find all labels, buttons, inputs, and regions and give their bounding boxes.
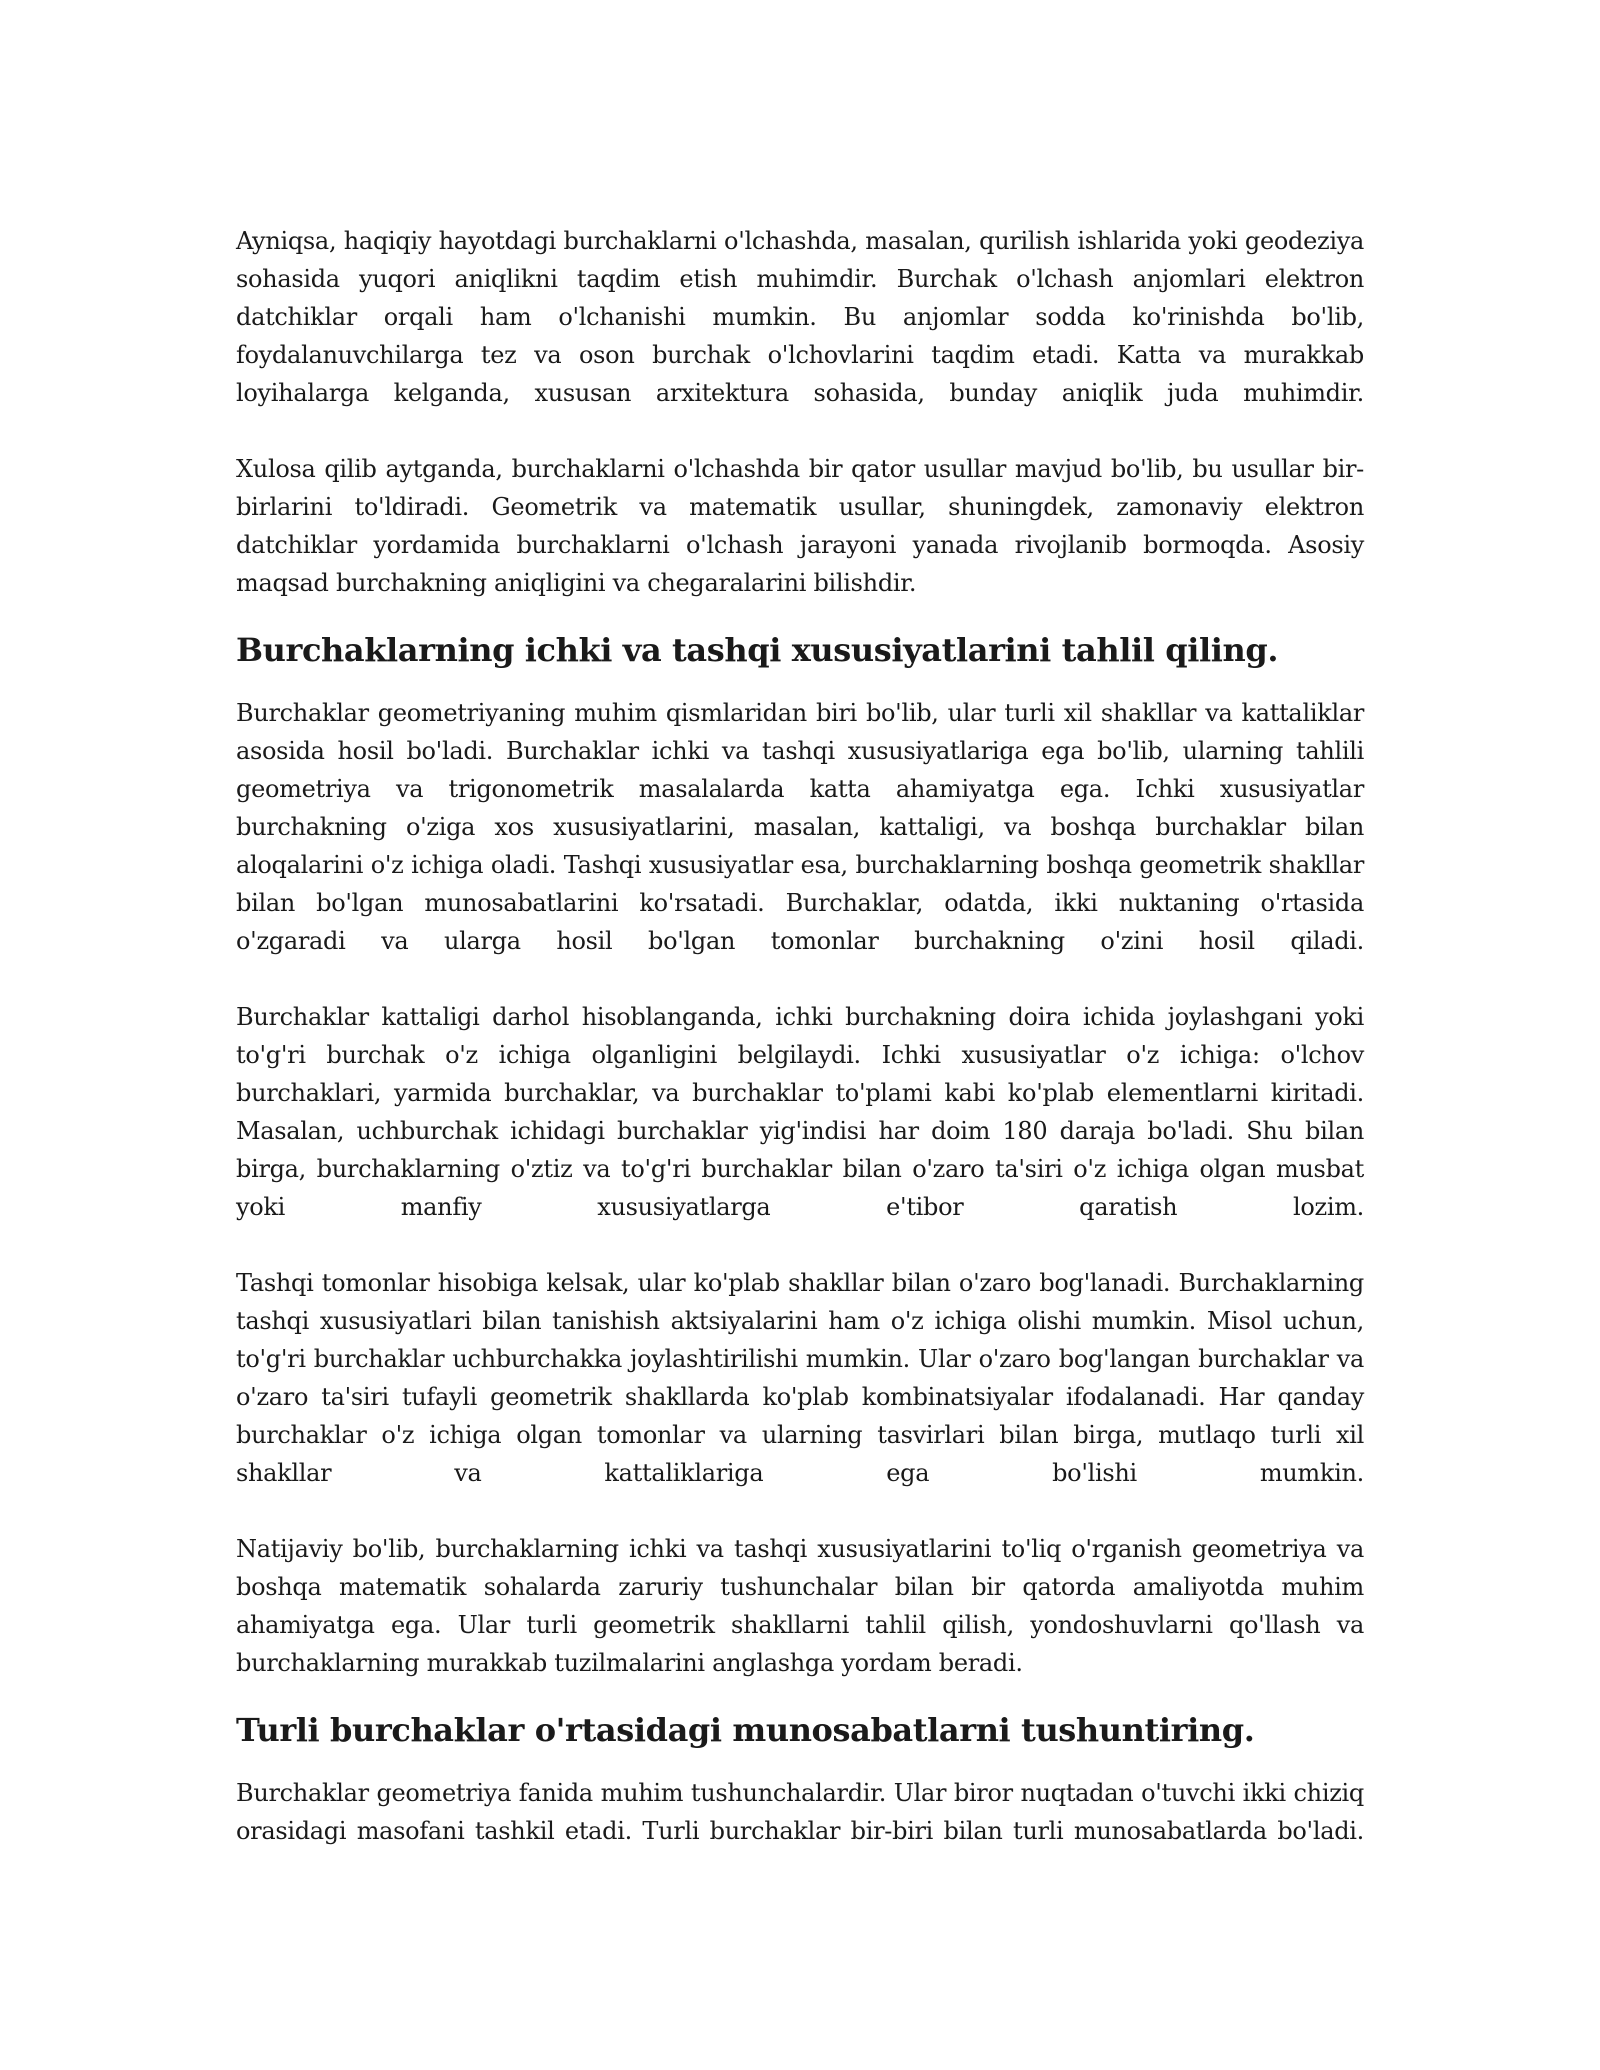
paragraph-angle-properties-intro: Burchaklar geometriyaning muhim qismlaridan biri bo'lib, ular turli xil shakllar va kattaliklar asosida hosil bo'ladi. Burchaklar ichki va tashqi xususiyatlariga ega bo'lib, ularning tahlili geometriya va trigonometrik masalalarda katta ahamiyatga ega. Ichki xususiyatlar burchakning o'ziga xos xususiyatlarini, masalan, kattaligi, va boshqa burchaklar bilan aloqalarini o'z ichiga oladi. Tashqi xususiyatlar esa, burchaklarning boshqa geometrik shakllar bilan bo'lgan munosabatlarini ko'rsatadi. Burchaklar, odatda, ikki nuktaning o'rtasida o'zgaradi va ularga hosil bo'lgan tomonlar burchakning o'zini hosil qiladi. (236, 699, 1364, 955)
paragraph-external-properties: Tashqi tomonlar hisobiga kelsak, ular ko'plab shakllar bilan o'zaro bog'lanadi. Burchaklarning tashqi xususiyatlari bilan tanishish aktsiyalarini ham o'z ichiga olishi mumkin. Misol uchun, to'g'ri burchaklar uchburchakka joylashtirilishi mumkin. Ular o'zaro bog'langan burchaklar va o'zaro ta'siri tufayli geometrik shakllarda ko'plab kombinatsiyalar ifodalanadi. Har qanday burchaklar o'z ichiga olgan tomonlar va ularning tasvirlari bilan birga, mutlaqo turli xil shakllar va kattaliklariga ega bo'lishi mumkin. (236, 1269, 1364, 1487)
paragraph-internal-properties: Burchaklar kattaligi darhol hisoblanganda, ichki burchakning doira ichida joylashgani yoki to'g'ri burchak o'z ichiga olganligini belgilaydi. Ichki xususiyatlar o'z ichiga: o'lchov burchaklari, yarmida burchaklar, va burchaklar to'plami kabi ko'plab elementlarni kiritadi. Masalan, uchburchak ichidagi burchaklar yig'indisi har doim 180 daraja bo'ladi. Shu bilan birga, burchaklarning o'ztiz va to'g'ri burchaklar bilan o'zaro ta'siri o'z ichiga olgan musbat yoki manfiy xususiyatlarga e'tibor qaratish lozim. (236, 1003, 1364, 1221)
paragraph-conclusion: Xulosa qilib aytganda, burchaklarni o'lchashda bir qator usullar mavjud bo'lib, bu usullar bir-birlarini to'ldiradi. Geometrik va matematik usullar, shuningdek, zamonaviy elektron datchiklar yordamida burchaklarni o'lchash jarayoni yanada rivojlanib bormoqda. Asosiy maqsad burchakning aniqligini va chegaralarini bilishdir. (236, 455, 1364, 597)
paragraph-angle-relationships-intro: Burchaklar geometriya fanida muhim tushunchalardir. Ular biror nuqtadan o'tuvchi ikki chiziq orasidagi masofani tashkil etadi. Turli burchaklar bir-biri bilan turli munosabatlarda bo'ladi. (236, 1779, 1364, 1845)
section-heading-angle-properties: Burchaklarning ichki va tashqi xususiyatlarini tahlil qiling. (236, 631, 1279, 669)
paragraph-measurement-precision: Ayniqsa, haqiqiy hayotdagi burchaklarni o'lchashda, masalan, qurilish ishlarida yoki geodeziya sohasida yuqori aniqlikni taqdim etish muhimdir. Burchak o'lchash anjomlari elektron datchiklar orqali ham o'lchanishi mumkin. Bu anjomlar sodda ko'rinishda bo'lib, foydalanuvchilarga tez va oson burchak o'lchovlarini taqdim etadi. Katta va murakkab loyihalarga kelganda, xususan arxitektura sohasida, bunday aniqlik juda muhimdir. (236, 227, 1364, 407)
paragraph-properties-summary: Natijaviy bo'lib, burchaklarning ichki va tashqi xususiyatlarini to'liq o'rganish geometriya va boshqa matematik sohalarda zaruriy tushunchalar bilan bir qatorda amaliyotda muhim ahamiyatga ega. Ular turli geometrik shakllarni tahlil qilish, yondoshuvlarni qo'llash va burchaklarning murakkab tuzilmalarini anglashga yordam beradi. (236, 1535, 1364, 1677)
section-heading-angle-relationships: Turli burchaklar o'rtasidagi munosabatlarni tushuntiring. (236, 1711, 1255, 1749)
document-page (236, 222, 1364, 1850)
